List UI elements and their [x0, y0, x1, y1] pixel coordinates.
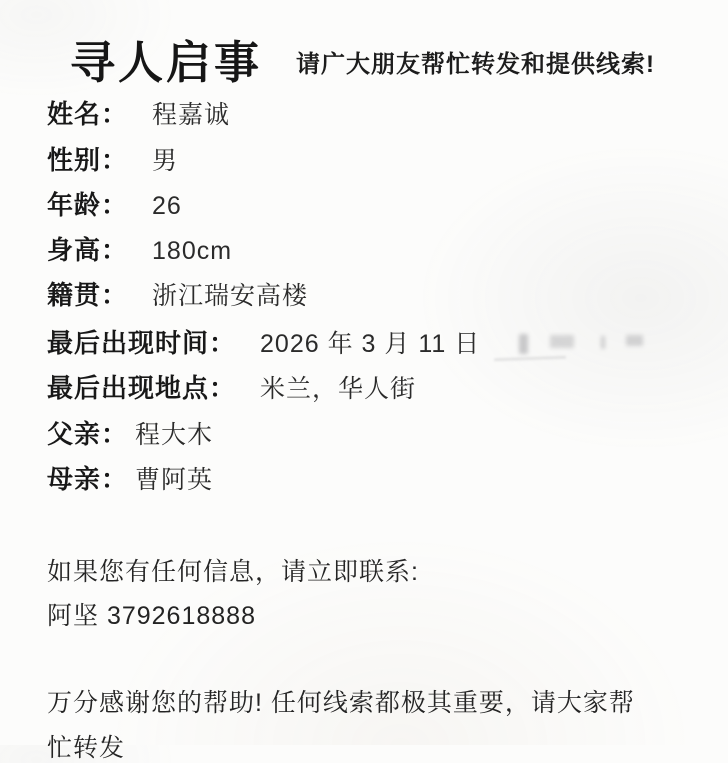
- notice-title: 寻人启事: [70, 37, 263, 88]
- field-father: [47, 420, 213, 450]
- field-father-label: 父亲：: [47, 419, 129, 449]
- field-father-value: 程大木: [135, 421, 214, 449]
- field-hometown-value: 浙江瑞安高楼: [152, 282, 309, 310]
- field-mother: [47, 465, 213, 495]
- field-height: [47, 236, 232, 266]
- ink-smudge: [494, 356, 566, 362]
- field-mother-value: 曹阿英: [135, 466, 214, 494]
- field-last-seen-time: [47, 329, 480, 359]
- field-last-seen-place-label: 最后出现地点：: [47, 373, 237, 403]
- footer-cutoff-line: 忙转发: [47, 734, 126, 762]
- field-last-seen-time-value: 2026 年 3 月 11 日: [260, 330, 481, 358]
- field-height-value: 180cm: [152, 237, 233, 265]
- notice-subtitle: 请广大朋友帮忙转发和提供线索!: [296, 50, 656, 78]
- field-hometown-label: 籍贯：: [47, 280, 129, 310]
- ink-smudge: [550, 335, 574, 348]
- ink-smudge: [519, 334, 528, 354]
- footer-thanks-line: 万分感谢您的帮助! 任何线索都极其重要，请大家帮: [47, 689, 635, 717]
- ink-smudge: [626, 335, 643, 346]
- field-last-seen-time-label: 最后出现时间：: [47, 328, 237, 358]
- field-mother-label: 母亲：: [47, 464, 129, 494]
- contact-phone-line: 阿坚 3792618888: [47, 602, 256, 630]
- field-name-value: 程嘉诚: [152, 101, 231, 129]
- field-name-label: 姓名：: [47, 99, 129, 129]
- field-hometown: [47, 281, 308, 311]
- field-gender-value: 男: [152, 147, 179, 175]
- field-name: [47, 100, 230, 130]
- field-gender-label: 性别：: [47, 145, 129, 175]
- field-height-label: 身高：: [47, 235, 129, 265]
- field-gender: [47, 146, 178, 176]
- notice-header: [70, 37, 656, 88]
- field-last-seen-place: [47, 374, 416, 404]
- field-last-seen-place-value: 米兰，华人街: [260, 375, 417, 403]
- field-age-label: 年龄：: [47, 190, 129, 220]
- field-age-value: 26: [152, 192, 182, 220]
- contact-info-line: 如果您有任何信息，请立即联系:: [47, 558, 419, 586]
- field-age: [47, 191, 182, 221]
- ink-smudge: [601, 336, 605, 349]
